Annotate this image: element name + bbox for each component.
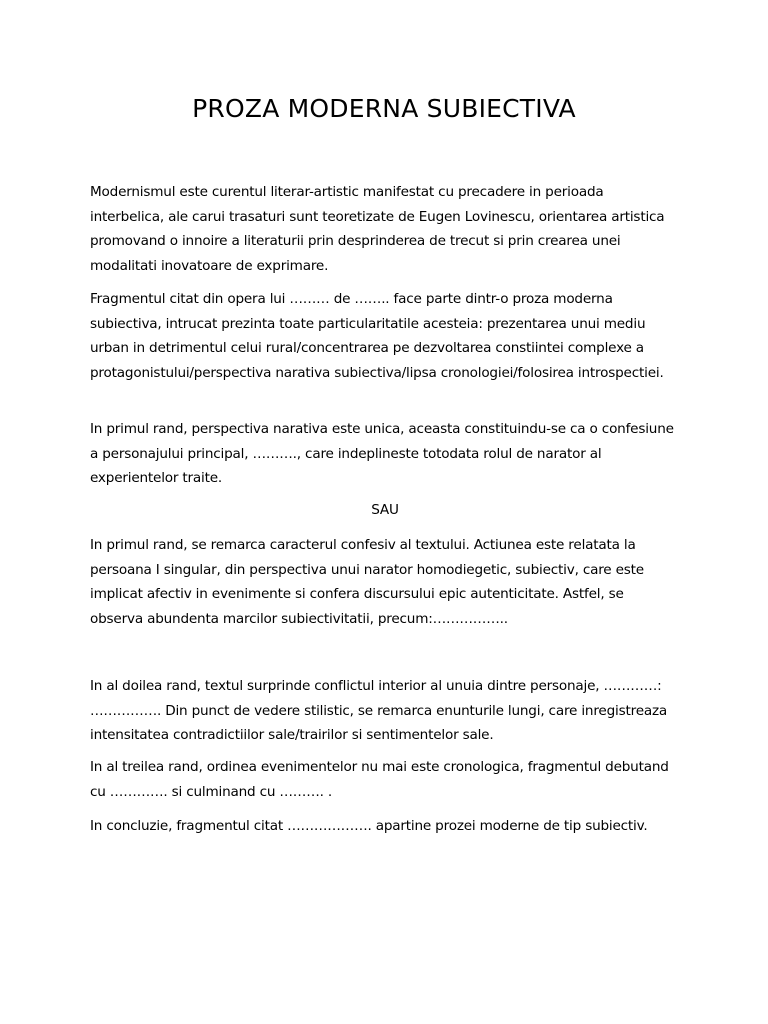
paragraph-modernism: Modernismul este curentul literar-artistic manifestat cu precadere in perioada interbelica, ale carui trasaturi sunt teoretizate de Eugen Lovinescu, orientarea artistica promovand o innoire a literaturii prin desprinderea de trecut si prin crearea unei modalitati inovatoare de exprimare. [90, 184, 665, 274]
paragraph-sau: SAU [371, 502, 399, 518]
paragraph-second-point: In al doilea rand, textul surprinde conflictul interior al unuia dintre personaje, …………: ……………. Din punct de vedere stilistic, se remarca enunturile lungi, care inregistreaza intensitatea contradictiilor sale/trairilor si sentimentelor sale. [90, 678, 668, 743]
page-title: PROZA MODERNA SUBIECTIVA [192, 94, 576, 123]
paragraph-conclusion: In concluzie, fragmentul citat ………………. apartine prozei moderne de tip subiectiv. [90, 818, 648, 834]
paragraph-third-point: In al treilea rand, ordinea evenimentelor nu mai este cronologica, fragmentul debutand cu …………. si culminand cu ………. . [90, 759, 669, 800]
paragraph-first-point-alt: In primul rand, se remarca caracterul confesiv al textului. Actiunea este relatata la persoana I singular, din perspectiva unui narator homodiegetic, subiectiv, care este implicat afectiv in evenimente si confera discursului epic autenticitate. Astfel, se observa abundenta marcilor subiectivitatii, precum:…………….. [90, 537, 644, 627]
paragraph-fragment: Fragmentul citat din opera lui ……… de …….. face parte dintr-o proza moderna subiectiva, intrucat prezinta toate particularitatile acesteia: prezentarea unui mediu urban in detrimentul celui rural/concentrarea pe dezvoltarea constiintei complexe a protagonistului/perspectiva narativa subiectiva/lipsa cronologiei/folosirea introspectiei. [90, 291, 664, 381]
paragraph-first-point: In primul rand, perspectiva narativa este unica, aceasta constituindu-se ca o confesiune a personajului principal, ………., care indeplineste totodata rolul de narator al experientelor traite. [90, 421, 674, 486]
